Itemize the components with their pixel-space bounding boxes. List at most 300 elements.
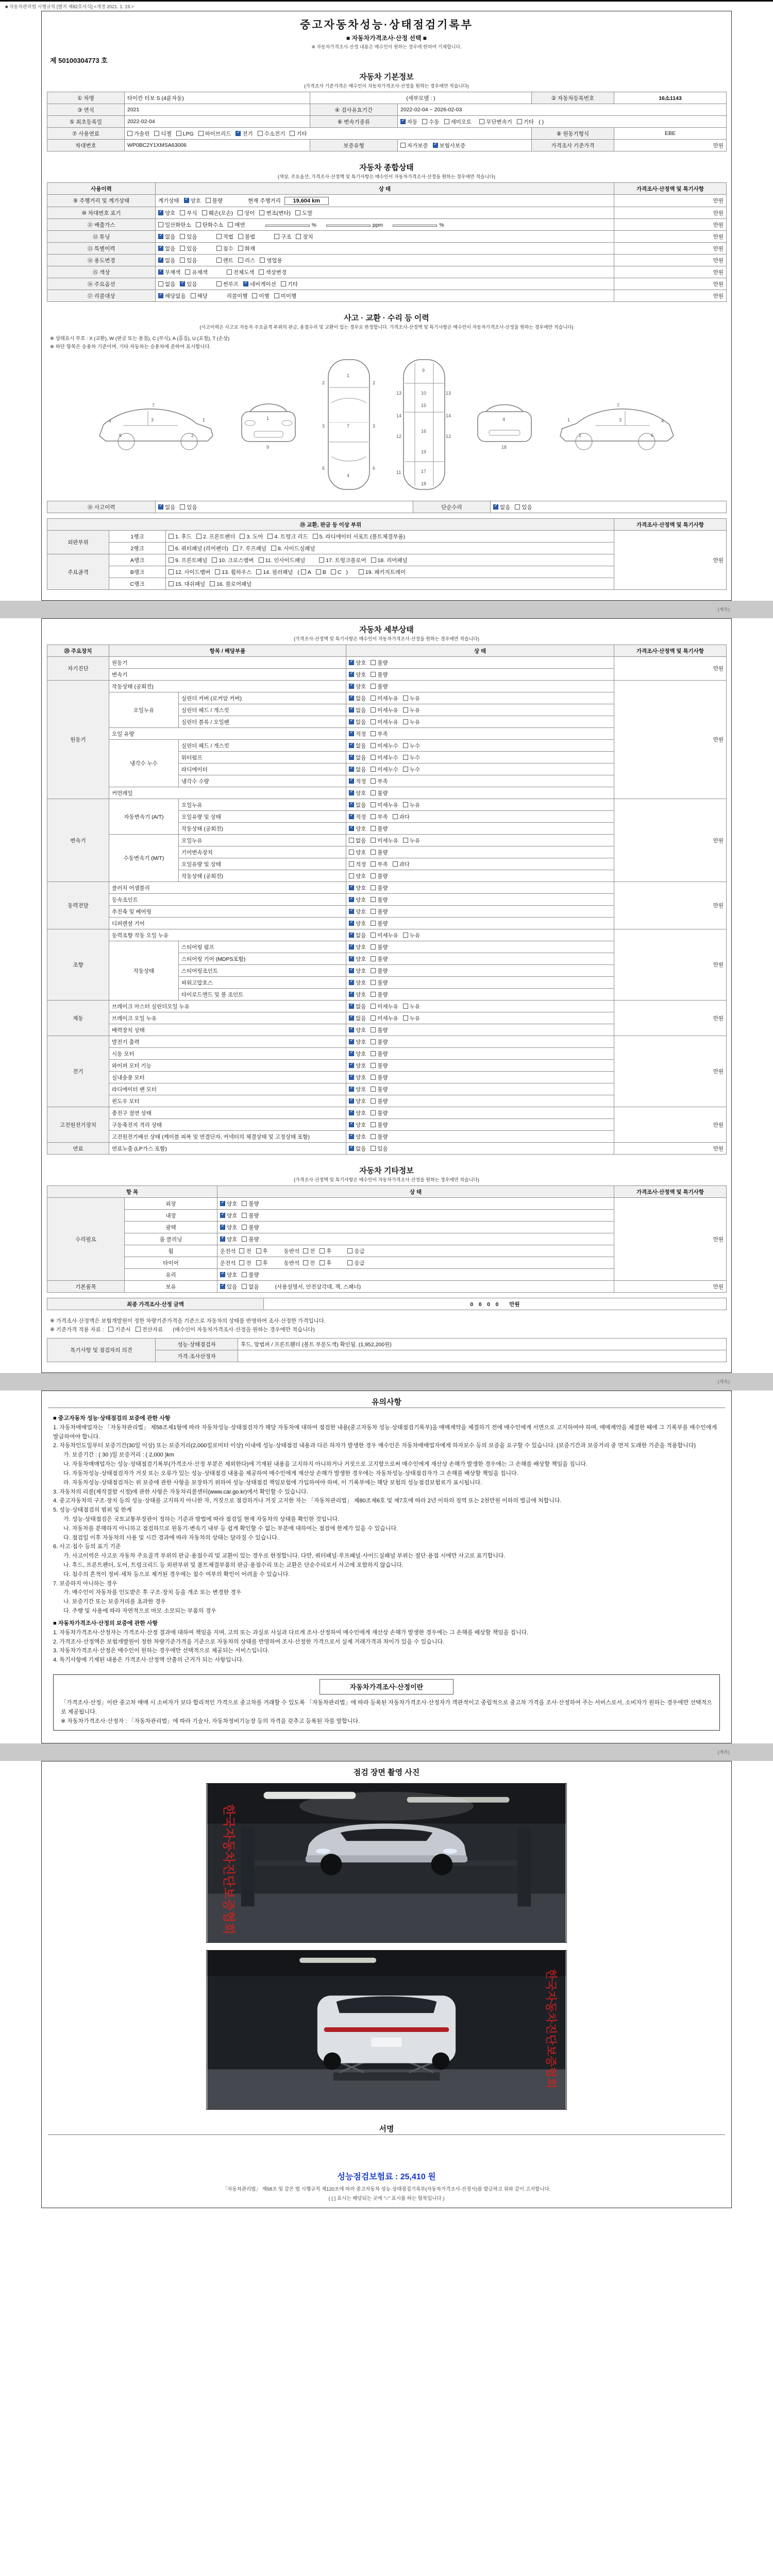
checkbox-option[interactable] (349, 1133, 366, 1141)
checkbox-option[interactable] (371, 1145, 388, 1153)
checkbox-option[interactable] (349, 718, 366, 726)
checkbox-option[interactable] (320, 1247, 331, 1255)
checkbox-option[interactable] (349, 813, 366, 821)
checkbox-option[interactable] (371, 556, 408, 564)
page-gap (0, 1373, 773, 1391)
checkbox-option[interactable] (243, 280, 276, 288)
form-cell (125, 92, 310, 104)
checkbox-option[interactable] (349, 766, 366, 773)
checkbox-option[interactable] (169, 545, 228, 552)
text-label: 동력조향 작동 오일 누유 (112, 932, 169, 939)
checkbox-label: 전 (246, 1260, 251, 1266)
checkbox-option[interactable] (349, 777, 366, 785)
checkbox-label: 불량 (377, 1110, 388, 1116)
checkbox-option[interactable] (347, 1247, 364, 1255)
checkbox-option[interactable] (349, 694, 366, 702)
checkbox-option[interactable] (158, 245, 175, 252)
value-box (326, 225, 371, 227)
checkbox-option[interactable] (180, 233, 197, 241)
checkbox-option[interactable] (403, 1003, 420, 1010)
checkbox-icon (371, 1134, 376, 1139)
checkbox-option[interactable] (493, 503, 510, 511)
checkbox-option[interactable] (180, 280, 197, 288)
checkbox-option[interactable] (256, 1259, 268, 1267)
checkbox-option[interactable] (371, 979, 388, 987)
checkbox-option[interactable] (371, 706, 398, 714)
checkbox-option[interactable] (515, 503, 532, 511)
checkbox-option[interactable] (403, 718, 420, 726)
checkbox-label: 미세누수 (377, 754, 398, 761)
checkbox-label: 미세누유 (377, 695, 398, 702)
form-cell (614, 531, 727, 590)
checkbox-option[interactable] (185, 268, 207, 276)
checkbox-option[interactable] (242, 1283, 259, 1291)
checkbox-option[interactable] (371, 884, 388, 892)
checkbox-option[interactable] (158, 233, 175, 241)
checkbox-option[interactable] (444, 118, 472, 126)
checkbox-option[interactable] (184, 197, 201, 205)
checkbox-option[interactable] (233, 545, 266, 552)
checkbox-option[interactable] (242, 1212, 259, 1219)
checkbox-label: LPG (182, 130, 194, 137)
checkbox-option[interactable] (371, 849, 388, 856)
svg-text:13: 13 (396, 391, 402, 396)
checkbox-option[interactable] (320, 1259, 331, 1267)
checkbox-option[interactable] (349, 955, 366, 963)
checkbox-option[interactable] (206, 197, 223, 205)
accident-legend (42, 333, 731, 351)
checkbox-option[interactable] (371, 825, 388, 833)
checkbox-icon (371, 1063, 376, 1068)
checkbox-option[interactable] (371, 801, 398, 809)
checkbox-option[interactable] (393, 860, 410, 868)
checkbox-icon (319, 557, 324, 563)
checkbox-option[interactable] (371, 837, 398, 844)
text-label: 스티어링 기어 (MDPS포함) (181, 956, 246, 962)
checkbox-option[interactable] (108, 1326, 130, 1333)
checkbox-icon (371, 885, 376, 890)
checkbox-option[interactable] (349, 1014, 366, 1022)
checkbox-option[interactable] (349, 730, 366, 738)
checkbox-icon (371, 660, 376, 665)
checkbox-option[interactable] (349, 825, 366, 833)
checkbox-icon (349, 1110, 354, 1115)
form-cell (614, 140, 727, 151)
checkbox-label: 양호 (356, 873, 366, 879)
checkbox-option[interactable] (212, 556, 254, 564)
text-label: 배력장치 상태 (112, 1027, 145, 1033)
checkbox-option[interactable] (371, 742, 398, 750)
checkbox-option[interactable] (422, 118, 439, 126)
checkbox-option[interactable] (274, 233, 291, 241)
checkbox-option[interactable] (349, 1145, 366, 1153)
checkbox-option[interactable] (158, 503, 175, 511)
checkbox-option[interactable] (403, 754, 420, 761)
notice-line: 4. 특기사항에 기재된 내용은 가격조사·산정액 산출의 근거가 되는 사항입니다. (53, 1657, 244, 1664)
checkbox-icon (154, 131, 159, 136)
checkbox-option[interactable] (371, 1097, 388, 1105)
checkbox-option[interactable] (349, 683, 366, 690)
checkbox-label: 양호 (165, 210, 176, 216)
checkbox-icon (347, 1260, 352, 1265)
checkbox-option[interactable] (301, 569, 311, 575)
checkbox-option[interactable] (242, 1271, 259, 1279)
checkbox-option[interactable] (371, 1026, 388, 1034)
checkbox-icon (349, 1063, 354, 1068)
checkbox-option[interactable] (196, 221, 224, 229)
checkbox-option[interactable] (403, 742, 420, 750)
checkbox-option[interactable] (433, 142, 466, 149)
checkbox-option[interactable] (242, 1235, 259, 1243)
checkbox-label: 불량 (377, 683, 388, 690)
checkbox-option[interactable] (349, 908, 366, 916)
checkbox-option[interactable] (316, 569, 326, 575)
checkbox-option[interactable] (349, 872, 366, 880)
form-cell (614, 1143, 727, 1155)
checkbox-option[interactable] (331, 569, 342, 575)
checkbox-option[interactable] (400, 118, 417, 126)
form-cell (346, 1024, 614, 1036)
checkbox-option[interactable] (313, 533, 406, 540)
sheet-notice (41, 1391, 732, 1743)
checkbox-option[interactable] (158, 268, 180, 276)
checkbox-option[interactable] (210, 580, 251, 588)
checkbox-option[interactable] (359, 568, 406, 576)
checkbox-option[interactable] (349, 931, 366, 939)
checkbox-label: 불량 (248, 1272, 259, 1278)
checkbox-option[interactable] (371, 1133, 388, 1141)
checkbox-option[interactable] (403, 801, 420, 809)
svg-text:3: 3 (322, 423, 325, 429)
checkbox-option[interactable] (290, 130, 307, 138)
checkbox-option[interactable] (220, 1271, 237, 1279)
checkbox-option[interactable] (256, 1247, 268, 1255)
checkbox-option[interactable] (371, 671, 388, 679)
form-cell (156, 266, 614, 278)
checkbox-option[interactable] (252, 292, 269, 300)
checkbox-option[interactable] (371, 860, 388, 868)
checkbox-option[interactable] (371, 967, 388, 975)
checkbox-option[interactable] (349, 706, 366, 714)
checkbox-option[interactable] (371, 1074, 388, 1081)
checkbox-label: 불량 (377, 944, 388, 951)
checkbox-label: 미이행 (280, 293, 297, 299)
checkbox-option[interactable] (349, 1074, 366, 1081)
checkbox-option[interactable] (158, 292, 186, 300)
checkbox-option[interactable] (180, 257, 197, 264)
checkbox-option[interactable] (371, 991, 388, 998)
checkbox-option[interactable] (202, 209, 233, 217)
checkbox-option[interactable] (240, 533, 263, 540)
checkbox-option[interactable] (349, 837, 366, 844)
checkbox-option[interactable] (238, 233, 255, 241)
checkbox-option[interactable] (274, 292, 296, 300)
section-title-signature: 서명 (379, 2125, 394, 2134)
checkbox-option[interactable] (228, 221, 245, 229)
checkbox-option[interactable] (216, 233, 233, 241)
value-box (265, 225, 310, 227)
checkbox-option[interactable] (371, 896, 388, 904)
checkbox-option[interactable] (127, 130, 149, 138)
checkbox-option[interactable] (371, 813, 388, 821)
checkbox-option[interactable] (349, 801, 366, 809)
checkbox-option[interactable] (403, 1014, 420, 1022)
checkbox-option[interactable] (259, 209, 291, 217)
gap-label: (계속) (717, 1379, 730, 1384)
checkbox-label: 없음 (165, 233, 176, 240)
checkbox-label: 이행 (259, 293, 270, 299)
checkbox-icon (185, 269, 190, 275)
checkbox-option[interactable] (242, 1224, 259, 1231)
checkbox-option[interactable] (220, 1200, 237, 1208)
checkbox-option[interactable] (371, 872, 388, 880)
form-cell (346, 1095, 614, 1107)
checkbox-icon (158, 246, 163, 251)
checkbox-label: 16. 플로어패널 (216, 581, 252, 587)
checkbox-option[interactable] (259, 556, 306, 564)
checkbox-icon (371, 1051, 376, 1056)
checkbox-option[interactable] (158, 280, 175, 288)
text-label: ⑦ 사용연료 (72, 130, 99, 137)
checkbox-option[interactable] (260, 257, 282, 264)
checkbox-option[interactable] (349, 1086, 366, 1093)
form-cell (346, 692, 614, 704)
checkbox-option[interactable] (303, 1247, 315, 1255)
text-label: % (311, 222, 316, 228)
checkbox-option[interactable] (295, 209, 312, 217)
checkbox-icon (158, 222, 163, 227)
checkbox-option[interactable] (349, 849, 366, 856)
text-label: 2022-02-04 ~ 2026-02-03 (400, 107, 462, 113)
checkbox-option[interactable] (349, 659, 366, 667)
checkbox-option[interactable] (349, 1121, 366, 1129)
sheet-detail (41, 618, 732, 1373)
text-label: 만원 (713, 1283, 724, 1290)
checkbox-option[interactable] (236, 130, 253, 138)
checkbox-option[interactable] (220, 1283, 237, 1291)
form-cell (179, 692, 346, 704)
checkbox-option[interactable] (349, 754, 366, 761)
checkbox-option[interactable] (180, 209, 197, 217)
form-cell (109, 918, 346, 929)
checkbox-option[interactable] (349, 1003, 366, 1010)
checkbox-option[interactable] (371, 718, 398, 726)
checkbox-icon (349, 921, 354, 926)
checkbox-option[interactable] (403, 931, 420, 939)
checkbox-option[interactable] (158, 257, 175, 264)
checkbox-option[interactable] (169, 580, 205, 588)
checkbox-option[interactable] (238, 245, 255, 252)
checkbox-option[interactable] (281, 280, 298, 288)
checkbox-option[interactable] (267, 533, 308, 540)
checkbox-label: 8. 사이드실패널 (277, 545, 315, 552)
checkbox-option[interactable] (303, 1259, 315, 1267)
checkbox-option[interactable] (349, 860, 366, 868)
checkbox-option[interactable] (517, 118, 534, 126)
svg-text:11: 11 (396, 470, 401, 475)
checkbox-option[interactable] (349, 920, 366, 927)
checkbox-icon (349, 980, 354, 985)
form-cell (614, 681, 727, 799)
checkbox-option[interactable] (196, 533, 235, 540)
checkbox-option[interactable] (371, 955, 388, 963)
checkbox-option[interactable] (371, 730, 388, 738)
checkbox-option[interactable] (158, 221, 191, 229)
checkbox-option[interactable] (259, 268, 287, 276)
checkbox-option[interactable] (271, 545, 315, 552)
checkbox-option[interactable] (371, 1014, 398, 1022)
checkbox-option[interactable] (180, 245, 197, 252)
svg-text:12: 12 (396, 434, 402, 439)
form-cell (47, 231, 156, 243)
checkbox-option[interactable] (349, 671, 366, 679)
checkbox-option[interactable] (400, 142, 428, 149)
checkbox-option[interactable] (349, 1026, 366, 1034)
checkbox-option[interactable] (198, 130, 231, 138)
checkbox-option[interactable] (176, 131, 194, 137)
checkbox-option[interactable] (371, 694, 398, 702)
form-cell (156, 219, 614, 231)
checkbox-label: 있음 (187, 245, 197, 252)
checkbox-option[interactable] (371, 931, 398, 939)
checkbox-option[interactable] (296, 233, 313, 241)
checkbox-option[interactable] (349, 1050, 366, 1058)
checkbox-label: 누유 (409, 695, 421, 702)
checkbox-option[interactable] (191, 292, 208, 300)
checkbox-icon (296, 234, 301, 239)
checkbox-option[interactable] (393, 813, 410, 821)
text-label: (세부모델 : ) (406, 95, 435, 101)
checkbox-option[interactable] (371, 908, 388, 916)
checkbox-icon (169, 546, 174, 551)
checkbox-option[interactable] (371, 1062, 388, 1070)
text-label: A랭크 (130, 557, 145, 564)
checkbox-option[interactable] (136, 1326, 163, 1333)
checkbox-option[interactable] (371, 659, 388, 667)
form-cell (346, 669, 614, 681)
inspection-photo-lift-front (206, 1783, 567, 1943)
text-label: 연료누출 (LP가스 포함) (112, 1145, 167, 1152)
price-survey-info-box (53, 1674, 720, 1731)
checkbox-icon (158, 269, 163, 275)
checkbox-option[interactable] (349, 991, 366, 998)
checkbox-icon (158, 293, 163, 298)
checkbox-option[interactable] (349, 1097, 366, 1105)
form-cell (47, 183, 156, 195)
checkbox-option[interactable] (371, 1038, 388, 1046)
checkbox-option[interactable] (220, 1235, 237, 1243)
checkbox-option[interactable] (371, 683, 388, 690)
checkbox-option[interactable] (258, 130, 285, 138)
checkbox-option[interactable] (216, 245, 233, 252)
checkbox-option[interactable] (371, 777, 388, 785)
form-cell (346, 752, 614, 764)
form-cell (47, 657, 109, 681)
form-cell (109, 1072, 346, 1083)
text-label: 냉각수 누수 (130, 760, 158, 767)
checkbox-label: 불량 (248, 1236, 259, 1243)
checkbox-label: 불량 (248, 1200, 259, 1207)
checkbox-option[interactable] (216, 280, 239, 288)
checkbox-option[interactable] (349, 884, 366, 892)
checkbox-option[interactable] (227, 268, 255, 276)
checkbox-option[interactable] (349, 1062, 366, 1070)
checkbox-option[interactable] (371, 1121, 388, 1129)
checkbox-option[interactable] (238, 209, 255, 217)
checkbox-option[interactable] (349, 943, 366, 951)
checkbox-option[interactable] (403, 766, 420, 773)
checkbox-label: 불량 (377, 956, 388, 962)
checkbox-option[interactable] (347, 1259, 364, 1267)
checkbox-option[interactable] (371, 1086, 388, 1093)
checkbox-option[interactable] (169, 568, 210, 576)
checkbox-option[interactable] (371, 789, 388, 797)
fineprint-line-1: 「자동차관리법」 제58조 및 같은 법 시행규칙 제120조에 따라 중고자동차 성능·상태점검기록부(자동차가격조사·산정서)를 발급하고 위와 같이 고지합니다. (222, 2187, 551, 2193)
checkbox-option[interactable] (220, 1224, 237, 1231)
checkbox-option[interactable] (154, 130, 171, 138)
checkbox-option[interactable] (371, 1050, 388, 1058)
form-cell (346, 929, 614, 941)
checkbox-option[interactable] (371, 766, 398, 773)
checkbox-option[interactable] (403, 706, 420, 714)
form-cell (125, 1222, 217, 1233)
checkbox-option[interactable] (256, 568, 293, 576)
checkbox-option[interactable] (216, 257, 233, 264)
text-label: 만원 (713, 210, 724, 216)
checkbox-option[interactable] (158, 209, 175, 217)
checkbox-option[interactable] (349, 896, 366, 904)
checkbox-option[interactable] (239, 1259, 251, 1267)
checkbox-option[interactable] (215, 568, 251, 576)
checkbox-option[interactable] (403, 694, 420, 702)
checkbox-option[interactable] (242, 1200, 259, 1208)
checkbox-label: A (307, 569, 311, 575)
text-label: 고전원전기장치 (59, 1122, 96, 1128)
checkbox-label: 리스 (244, 257, 256, 264)
checkbox-option[interactable] (180, 503, 197, 511)
checkbox-option[interactable] (169, 533, 192, 540)
checkbox-option[interactable] (371, 754, 398, 761)
checkbox-option[interactable] (371, 920, 388, 927)
checkbox-option[interactable] (319, 556, 366, 564)
checkbox-label: 17. 트렁크플로어 (326, 557, 366, 564)
checkbox-option[interactable] (349, 789, 366, 797)
checkbox-option[interactable] (371, 1109, 388, 1117)
checkbox-label: 전체도색 (233, 269, 255, 276)
checkbox-option[interactable] (239, 1247, 251, 1255)
checkbox-option[interactable] (349, 967, 366, 975)
checkbox-option[interactable] (349, 1038, 366, 1046)
checkbox-option[interactable] (349, 1109, 366, 1117)
checkbox-icon (359, 569, 364, 574)
checkbox-option[interactable] (220, 1212, 237, 1219)
checkbox-option[interactable] (371, 1003, 398, 1010)
form-cell (310, 92, 532, 104)
checkbox-option[interactable] (349, 742, 366, 750)
checkbox-option[interactable] (403, 837, 420, 844)
checkbox-option[interactable] (169, 556, 207, 564)
checkbox-option[interactable] (371, 943, 388, 951)
checkbox-icon (227, 269, 232, 275)
checkbox-icon (371, 672, 376, 677)
checkbox-option[interactable] (479, 118, 512, 126)
checkbox-option[interactable] (349, 979, 366, 987)
text-label: 운전석 (220, 1248, 236, 1255)
checkbox-option[interactable] (238, 257, 255, 264)
signature-area[interactable] (42, 2135, 731, 2165)
checkbox-label: 기준서 (115, 1327, 131, 1333)
checkbox-icon (349, 672, 354, 677)
